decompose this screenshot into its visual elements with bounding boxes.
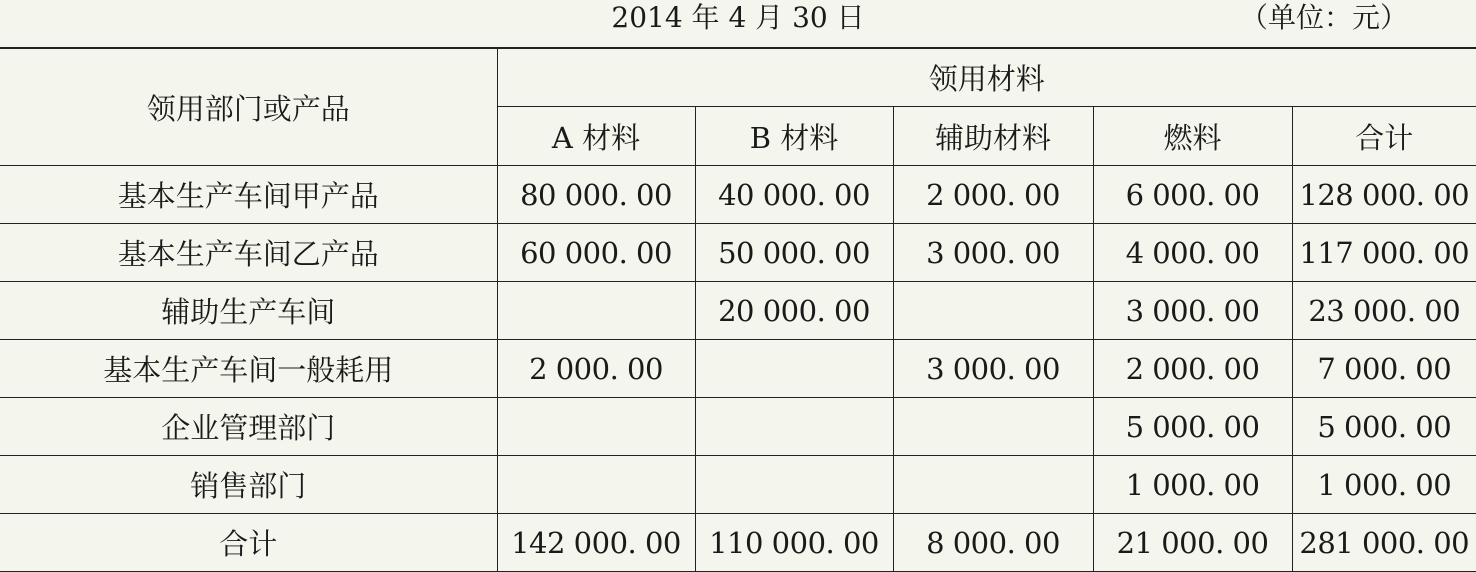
table-cell: 142 000. 00 — [497, 514, 695, 572]
table-cell: 50 000. 00 — [695, 224, 893, 282]
row-label: 企业管理部门 — [0, 398, 497, 456]
material-allocation-table — [0, 47, 1476, 572]
row-label: 销售部门 — [0, 456, 497, 514]
table-cell: 5 000. 00 — [1292, 398, 1476, 456]
report-date: 2014 年 4 月 30 日 — [611, 1, 865, 34]
table-cell — [497, 282, 695, 340]
table-cell: 110 000. 00 — [695, 514, 893, 572]
table-cell: 1 000. 00 — [1292, 456, 1476, 514]
row-header-dept: 领用部门或产品 — [0, 48, 497, 166]
table-cell: 128 000. 00 — [1292, 166, 1476, 224]
table-row — [0, 282, 1476, 340]
table-cell — [695, 340, 893, 398]
table-cell — [497, 456, 695, 514]
table-cell: 60 000. 00 — [497, 224, 695, 282]
row-label: 合计 — [0, 514, 497, 572]
column-header-b-material: B 材料 — [695, 107, 893, 166]
table-cell: 2 000. 00 — [497, 340, 695, 398]
table-cell: 5 000. 00 — [1093, 398, 1292, 456]
table-cell: 80 000. 00 — [497, 166, 695, 224]
table-row — [0, 340, 1476, 398]
table-cell: 3 000. 00 — [893, 340, 1093, 398]
table-cell: 281 000. 00 — [1292, 514, 1476, 572]
column-header-fuel: 燃料 — [1093, 107, 1292, 166]
table-cell: 40 000. 00 — [695, 166, 893, 224]
table-cell — [893, 456, 1093, 514]
table-cell: 6 000. 00 — [1093, 166, 1292, 224]
column-header-auxiliary-material: 辅助材料 — [893, 107, 1093, 166]
row-label: 基本生产车间甲产品 — [0, 166, 497, 224]
table-cell: 23 000. 00 — [1292, 282, 1476, 340]
table-cell: 8 000. 00 — [893, 514, 1093, 572]
column-header-a-material: A 材料 — [497, 107, 695, 166]
table-cell: 4 000. 00 — [1093, 224, 1292, 282]
table-cell: 3 000. 00 — [1093, 282, 1292, 340]
table-cell: 117 000. 00 — [1292, 224, 1476, 282]
table-cell — [893, 282, 1093, 340]
table-cell: 20 000. 00 — [695, 282, 893, 340]
unit-label: （单位：元） — [1239, 1, 1408, 34]
row-label: 基本生产车间一般耗用 — [0, 340, 497, 398]
table-row-total — [0, 514, 1476, 572]
table-cell — [695, 398, 893, 456]
table-cell: 7 000. 00 — [1292, 340, 1476, 398]
row-label: 辅助生产车间 — [0, 282, 497, 340]
table-cell — [695, 456, 893, 514]
column-header-total: 合计 — [1292, 107, 1476, 166]
table-cell: 21 000. 00 — [1093, 514, 1292, 572]
table-cell — [893, 398, 1093, 456]
row-label: 基本生产车间乙产品 — [0, 224, 497, 282]
table-row — [0, 456, 1476, 514]
table-cell: 2 000. 00 — [1093, 340, 1292, 398]
table-cell — [497, 398, 695, 456]
table-row — [0, 398, 1476, 456]
table-cell: 1 000. 00 — [1093, 456, 1292, 514]
group-header-materials: 领用材料 — [497, 48, 1476, 107]
table-row — [0, 166, 1476, 224]
table-cell: 3 000. 00 — [893, 224, 1093, 282]
table-row — [0, 224, 1476, 282]
header-row-group — [0, 48, 1476, 107]
table-cell: 2 000. 00 — [893, 166, 1093, 224]
